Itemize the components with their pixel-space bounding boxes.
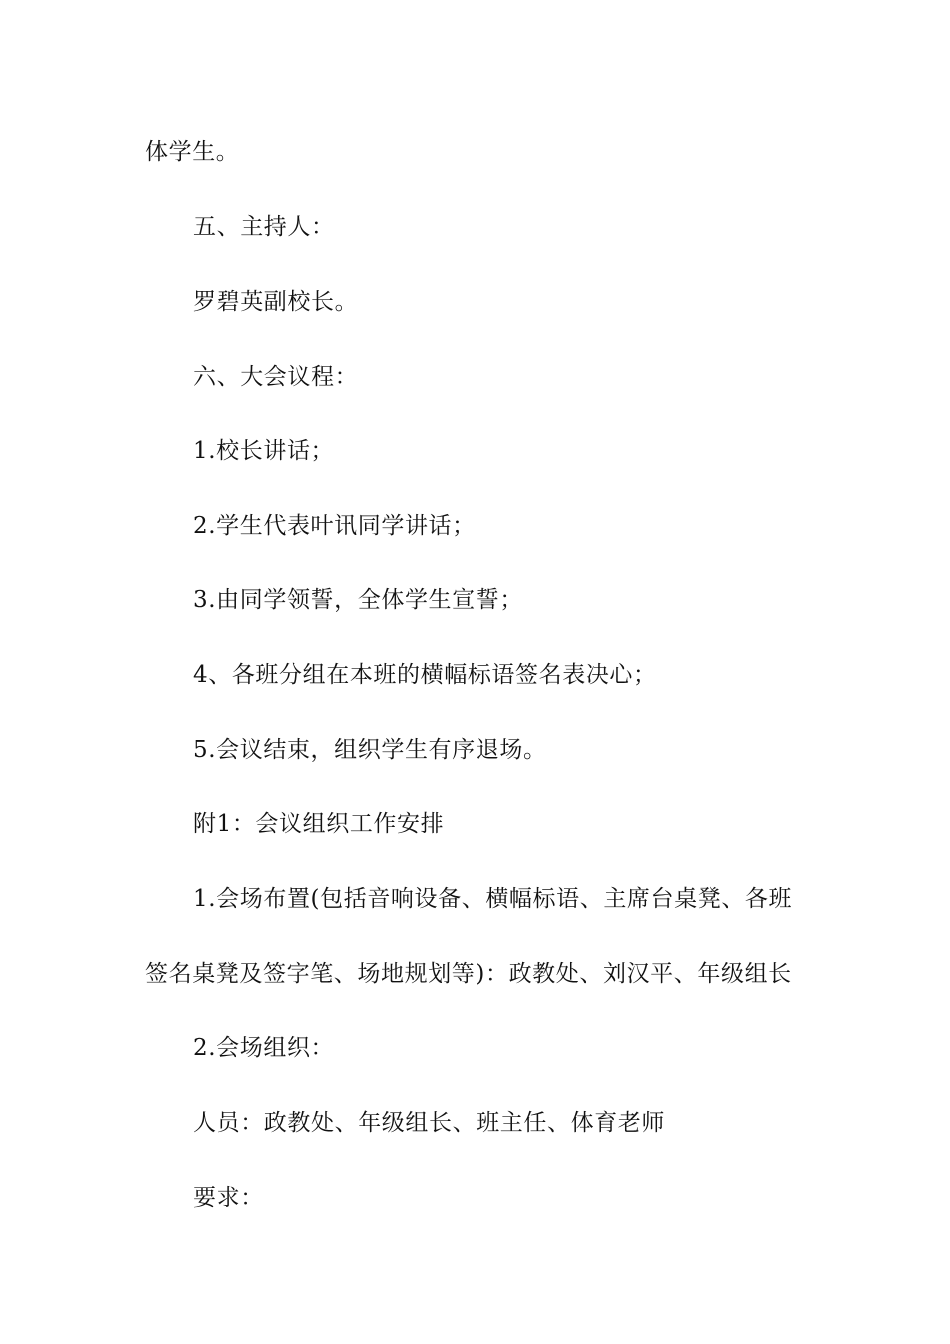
paragraph-host-name: 罗碧英副校长。	[193, 289, 359, 315]
arrangement-requirements: 要求：	[193, 1185, 264, 1211]
section-heading-host: 五、主持人：	[193, 214, 335, 240]
paragraph-continuation: 体学生。	[145, 139, 240, 165]
appendix-heading: 附1：会议组织工作安排	[193, 811, 445, 837]
agenda-item-3: 3.由同学领誓，全体学生宣誓；	[193, 587, 523, 613]
agenda-item-4: 4、各班分组在本班的横幅标语签名表决心；	[193, 662, 657, 688]
agenda-item-5: 5.会议结束，组织学生有序退场。	[193, 737, 547, 763]
arrangement-item-1-line-1: 1.会场布置(包括音响设备、横幅标语、主席台桌凳、各班	[193, 886, 793, 912]
agenda-item-1: 1.校长讲话；	[193, 438, 335, 464]
arrangement-personnel: 人员：政教处、年级组长、班主任、体育老师	[193, 1110, 665, 1136]
section-heading-agenda: 六、大会议程：	[193, 364, 359, 390]
agenda-item-2: 2.学生代表叶讯同学讲话；	[193, 513, 476, 539]
arrangement-item-2: 2.会场组织：	[193, 1035, 335, 1061]
arrangement-item-1-line-2: 签名桌凳及签字笔、场地规划等)：政教处、刘汉平、年级组长	[145, 961, 792, 987]
